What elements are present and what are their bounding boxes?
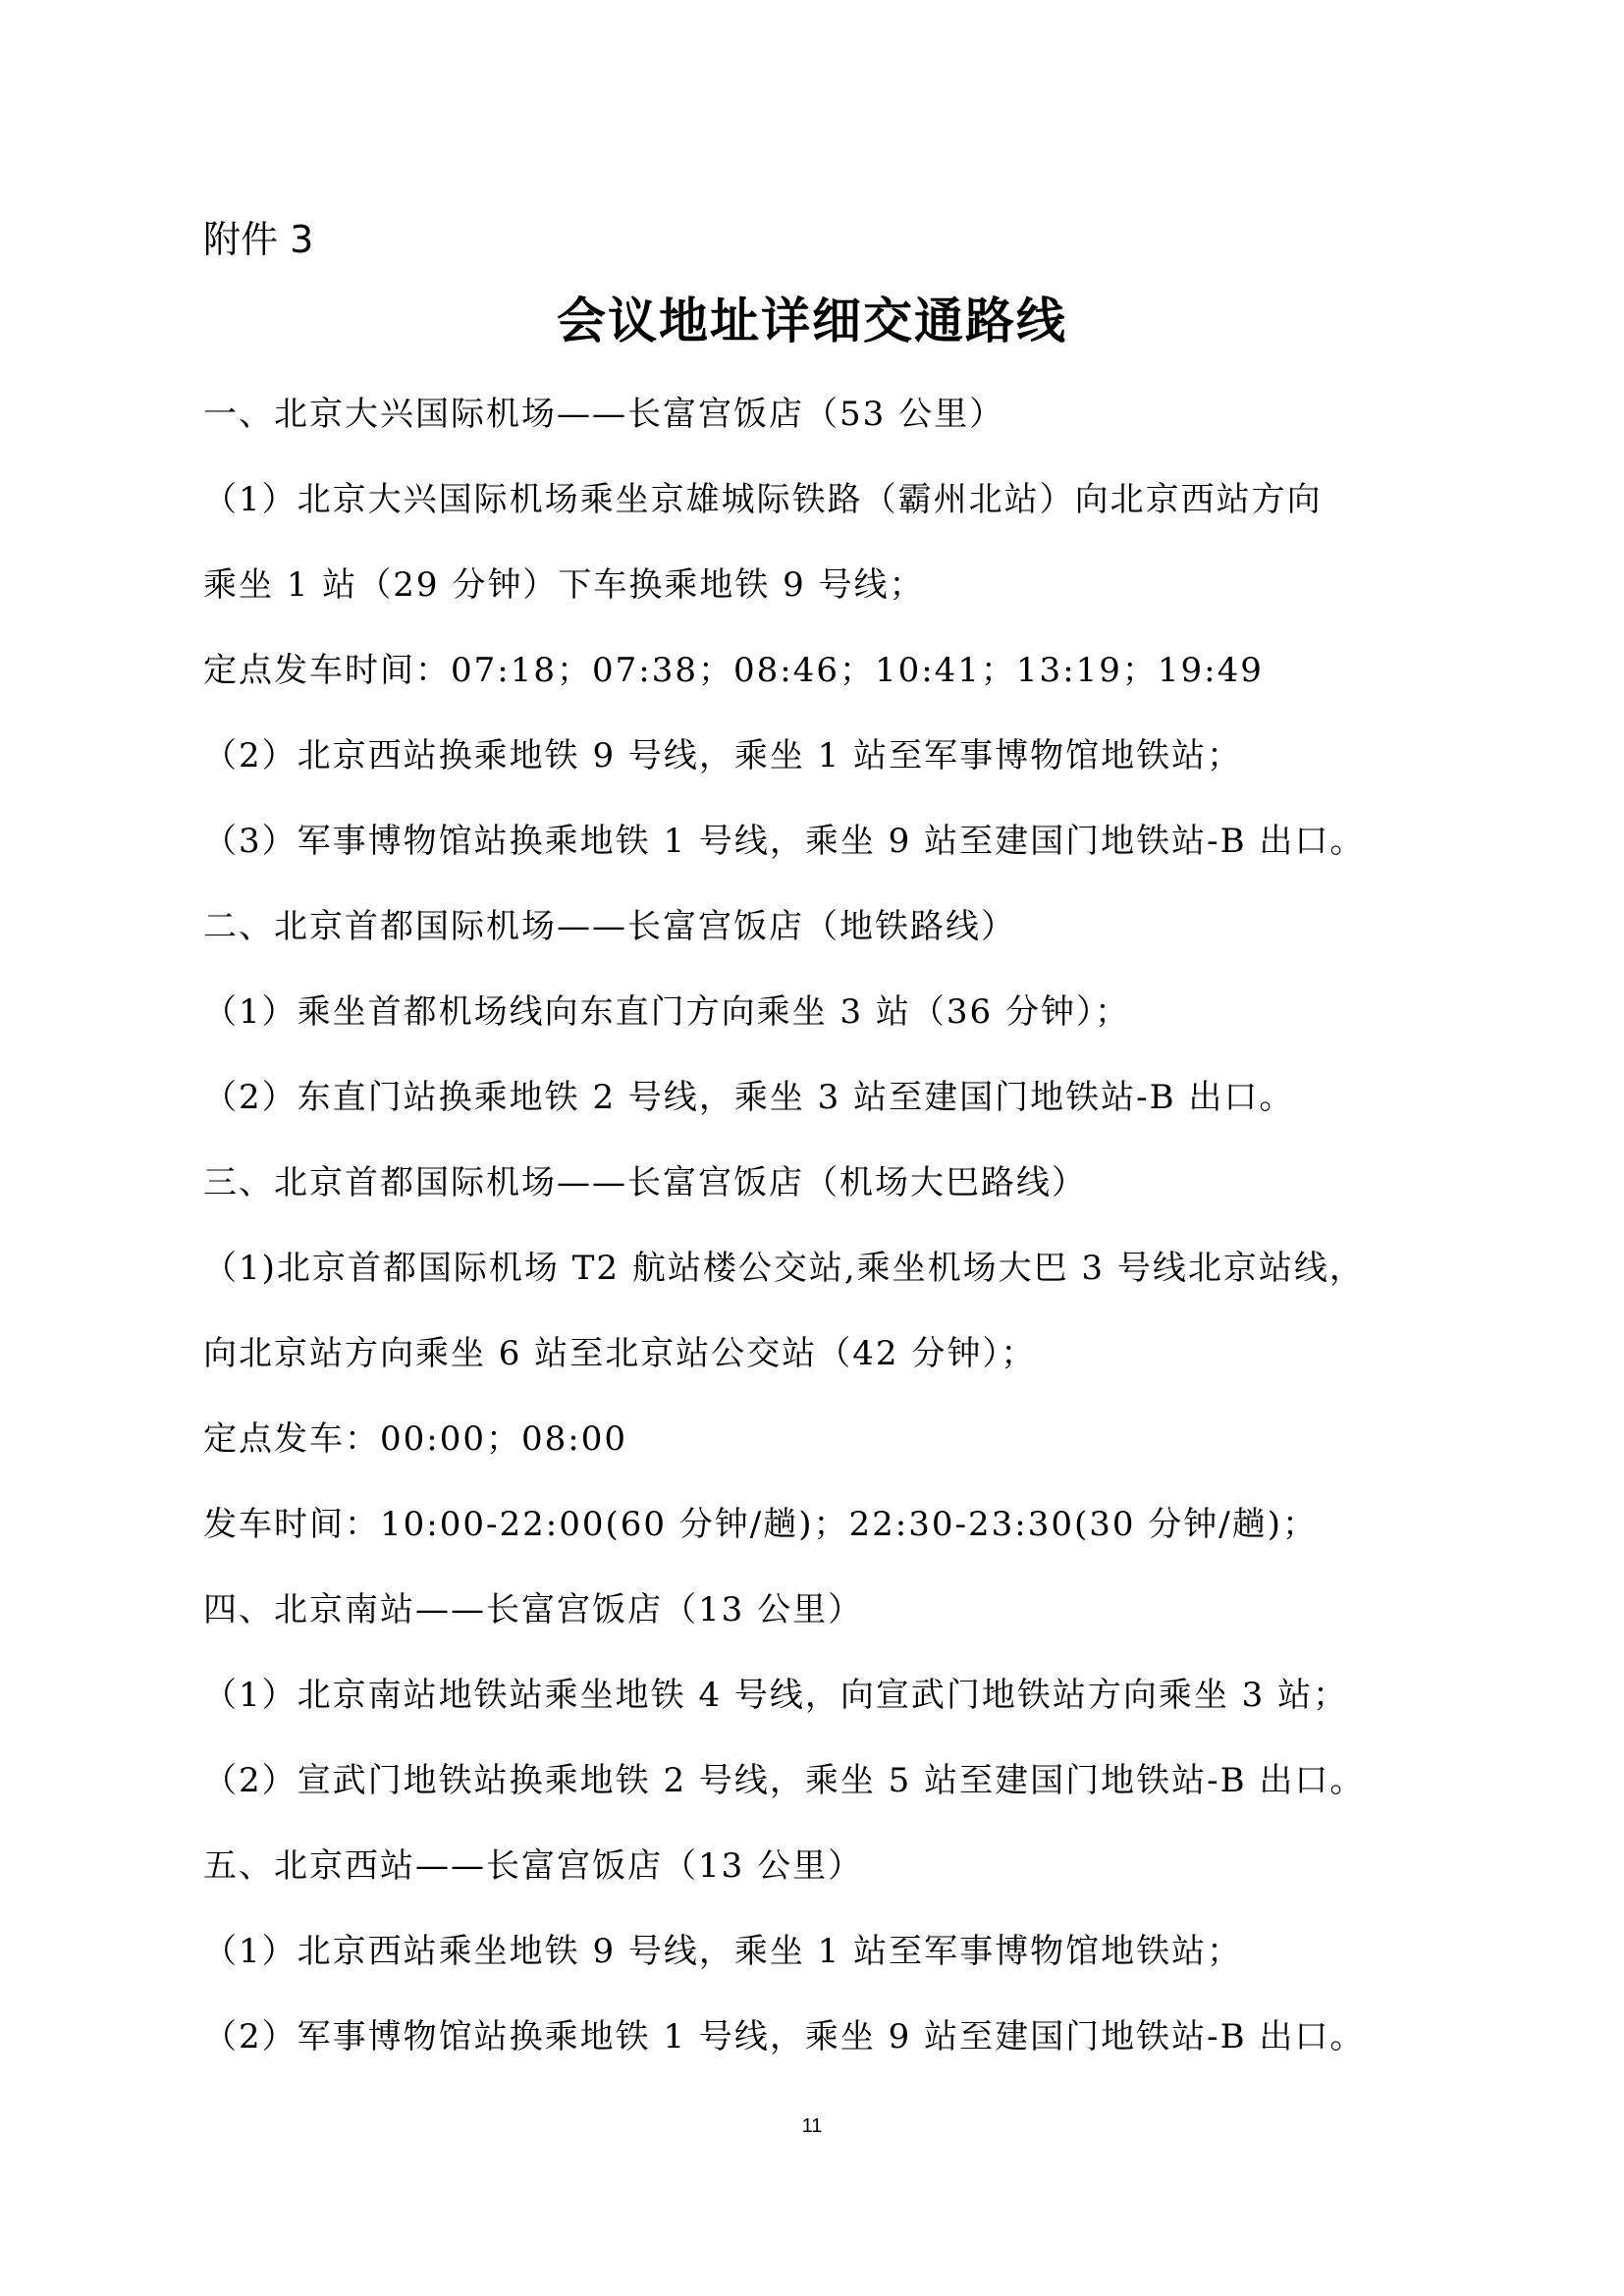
route-line-schedule: 定点发车时间：07:18；07:38；08:46；10:41；13:19；19:49 <box>203 651 1264 690</box>
page-number: 11 <box>801 2115 823 2137</box>
section-heading-capital-airport-bus: 三、北京首都国际机场——长富宫饭店（机场大巴路线） <box>203 1163 1087 1202</box>
route-line: （2）东直门站换乘地铁 2 号线，乘坐 3 站至建国门地铁站-B 出口。 <box>203 1078 1295 1117</box>
route-line: （2）北京西站换乘地铁 9 号线，乘坐 1 站至军事博物馆地铁站； <box>203 736 1243 775</box>
route-line-schedule: 发车时间：10:00-22:00(60 分钟/趟)；22:30-23:30(30 分钟/趟)； <box>203 1505 1319 1544</box>
route-line: （1）北京南站地铁站乘坐地铁 4 号线，向宣武门地铁站方向乘坐 3 站； <box>203 1676 1349 1715</box>
section-heading-beijing-west: 五、北京西站——长富宫饭店（13 公里） <box>203 1846 864 1886</box>
route-line: （3）军事博物馆站换乘地铁 1 号线，乘坐 9 站至建国门地铁站-B 出口。 <box>203 822 1366 861</box>
route-line: （1）北京大兴国际机场乘坐京雄城际铁路（霸州北站）向北京西站方向 <box>203 480 1323 519</box>
section-heading-beijing-south: 四、北京南站——长富宫饭店（13 公里） <box>203 1590 864 1629</box>
route-line: （1）北京西站乘坐地铁 9 号线，乘坐 1 站至军事博物馆地铁站； <box>203 1932 1243 1971</box>
attachment-label: 附件 3 <box>203 218 314 261</box>
page-title: 会议地址详细交通路线 <box>557 292 1067 349</box>
section-heading-capital-airport-subway: 二、北京首都国际机场——长富宫饭店（地铁路线） <box>203 907 1016 946</box>
route-line-schedule: 定点发车：00:00；08:00 <box>203 1419 627 1459</box>
route-line: （2）宣武门地铁站换乘地铁 2 号线，乘坐 5 站至建国门地铁站-B 出口。 <box>203 1761 1366 1800</box>
section-heading-daxing-airport: 一、北京大兴国际机场——长富宫饭店（53 公里） <box>203 395 1005 434</box>
route-line: （1）乘坐首都机场线向东直门方向乘坐 3 站（36 分钟）； <box>203 992 1130 1032</box>
route-line: （1)北京首都国际机场 T2 航站楼公交站,乘坐机场大巴 3 号线北京站线， <box>203 1249 1365 1288</box>
route-line: 乘坐 1 站（29 分钟）下车换乘地铁 9 号线； <box>203 565 925 605</box>
route-line: 向北京站方向乘坐 6 站至北京站公交站（42 分钟）； <box>203 1334 1037 1373</box>
route-line: （2）军事博物馆站换乘地铁 1 号线，乘坐 9 站至建国门地铁站-B 出口。 <box>203 2017 1366 2056</box>
